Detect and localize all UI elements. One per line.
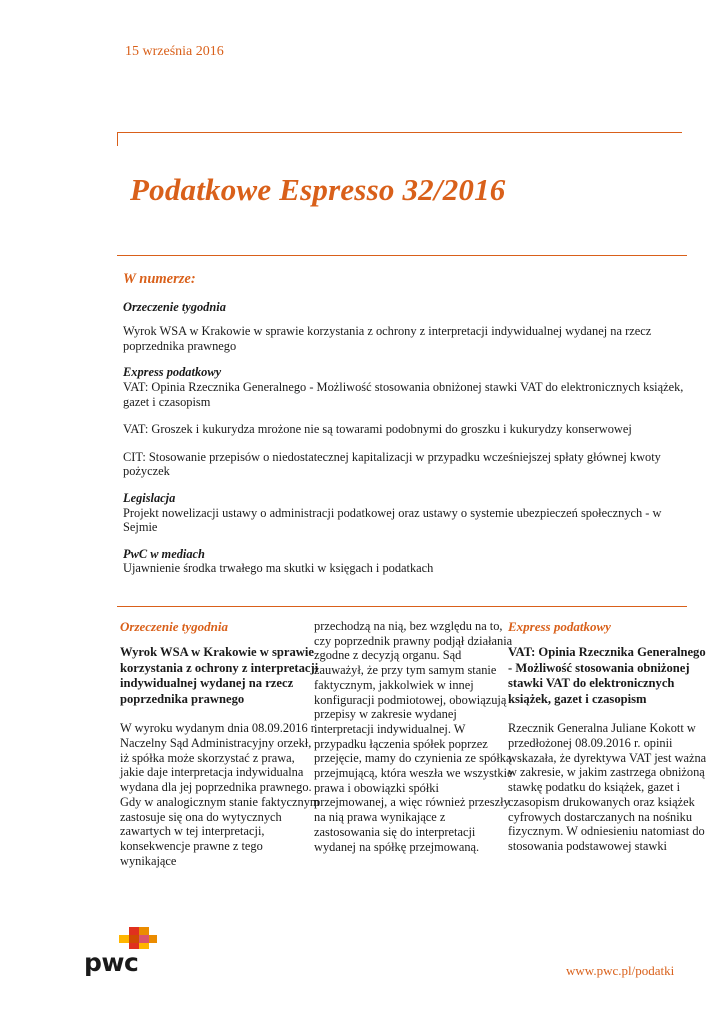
- article-title: VAT: Opinia Rzecznika Generalnego - Możliwość stosowania obniżonej stawki VAT do elektronicznych książek, gazet i czasopism: [508, 645, 706, 706]
- date: 15 września 2016: [125, 44, 224, 59]
- page-title: Podatkowe Espresso 32/2016: [130, 172, 506, 207]
- pwc-logo-text: pwc: [84, 948, 139, 977]
- column-right: [508, 619, 708, 854]
- article-body: przechodzą na nią, bez względu na to, czy poprzednik prawny podjął działania zgodne z decyzją organu. Sąd zauważył, że przy tym samym stanie faktycznym, jakkolwiek w innej konfiguracji podmiotowej, obowiązują przepisy w zakresie wydanej interpretacji indywidualnej. W przypadku łączenia spółek poprzez przejęcie, mamy do czynienia ze spółką przejmującą, która weszła we wszystkie prawa i obowiązki spółki przejmowanej, a więc również przeszły na nią prawa wynikające z zastosowania się do interpretacji wydanej na spółkę przejmowaną.: [314, 619, 513, 854]
- top-rule-vertical: [117, 132, 118, 146]
- column-heading: Express podatkowy: [508, 619, 611, 634]
- toc-heading: W numerze:: [123, 271, 196, 287]
- toc-item[interactable]: VAT: Opinia Rzecznika Generalnego - Możliwość stosowania obniżonej stawki VAT do elektronicznych książek, gazet i czasopism: [123, 379, 684, 409]
- toc-item[interactable]: VAT: Groszek i kukurydza mrożone nie są towarami podobnymi do groszku i kukurydzy konserwowej: [123, 422, 632, 437]
- toc-item[interactable]: CIT: Stosowanie przepisów o niedostatecznej kapitalizacji w przypadku wcześniejszej spłaty głównej kwoty pożyczek: [123, 449, 661, 479]
- toc-item[interactable]: Ujawnienie środka trwałego ma skutki w księgach i podatkach: [123, 561, 434, 576]
- column-heading: Orzeczenie tygodnia: [120, 619, 228, 634]
- column-middle: [314, 619, 514, 854]
- footer-url[interactable]: www.pwc.pl/podatki: [566, 963, 675, 978]
- toc: [123, 272, 693, 576]
- article-body: W wyroku wydanym dnia 08.09.2016 r. Naczelny Sąd Administracyjny orzekł, iż spółka może skorzystać z prawa, jakie daje interpretacja indywidualna wydana dla jej poprzednika prawnego. Gdy w analogicznym stanie faktycznym zastosuje się ona do wytycznych zawartych w tej interpretacji, konsekwencje prawne z tego wynikające: [120, 721, 320, 868]
- toc-item[interactable]: Projekt nowelizacji ustawy o administracji podatkowej oraz ustawy o systemie ubezpieczeń społecznych - w Sejmie: [123, 505, 662, 535]
- divider-toc-top: [117, 255, 687, 256]
- toc-item[interactable]: Wyrok WSA w Krakowie w sprawie korzystania z ochrony z interpretacji indywidualnej wydanej na rzecz poprzednika prawnego: [123, 324, 652, 353]
- toc-section-title: PwC w mediach: [123, 546, 205, 561]
- toc-section-title: Orzeczenie tygodnia: [123, 299, 226, 314]
- column-left: [120, 619, 320, 868]
- toc-section-title: Express podatkowy: [123, 365, 222, 380]
- toc-section-title: Legislacja: [123, 490, 176, 505]
- article-title: Wyrok WSA w Krakowie w sprawie korzystania z ochrony z interpretacji indywidualnej wydanej na rzecz poprzednika prawnego: [120, 645, 319, 706]
- divider-toc-bottom: [117, 606, 687, 607]
- article-body: Rzecznik Generalna Juliane Kokott w przedłożonej 08.09.2016 r. opinii wskazała, że dyrektywa VAT jest ważna w zakresie, w jakim zastrzega obniżoną stawkę podatku do książek, gazet i czasopism drukowanych oraz książek cyfrowych dostarczanych na nośniku fizycznym. W odniesieniu natomiast do stosowania podstawowej stawki: [508, 721, 707, 853]
- top-rule: [117, 132, 682, 133]
